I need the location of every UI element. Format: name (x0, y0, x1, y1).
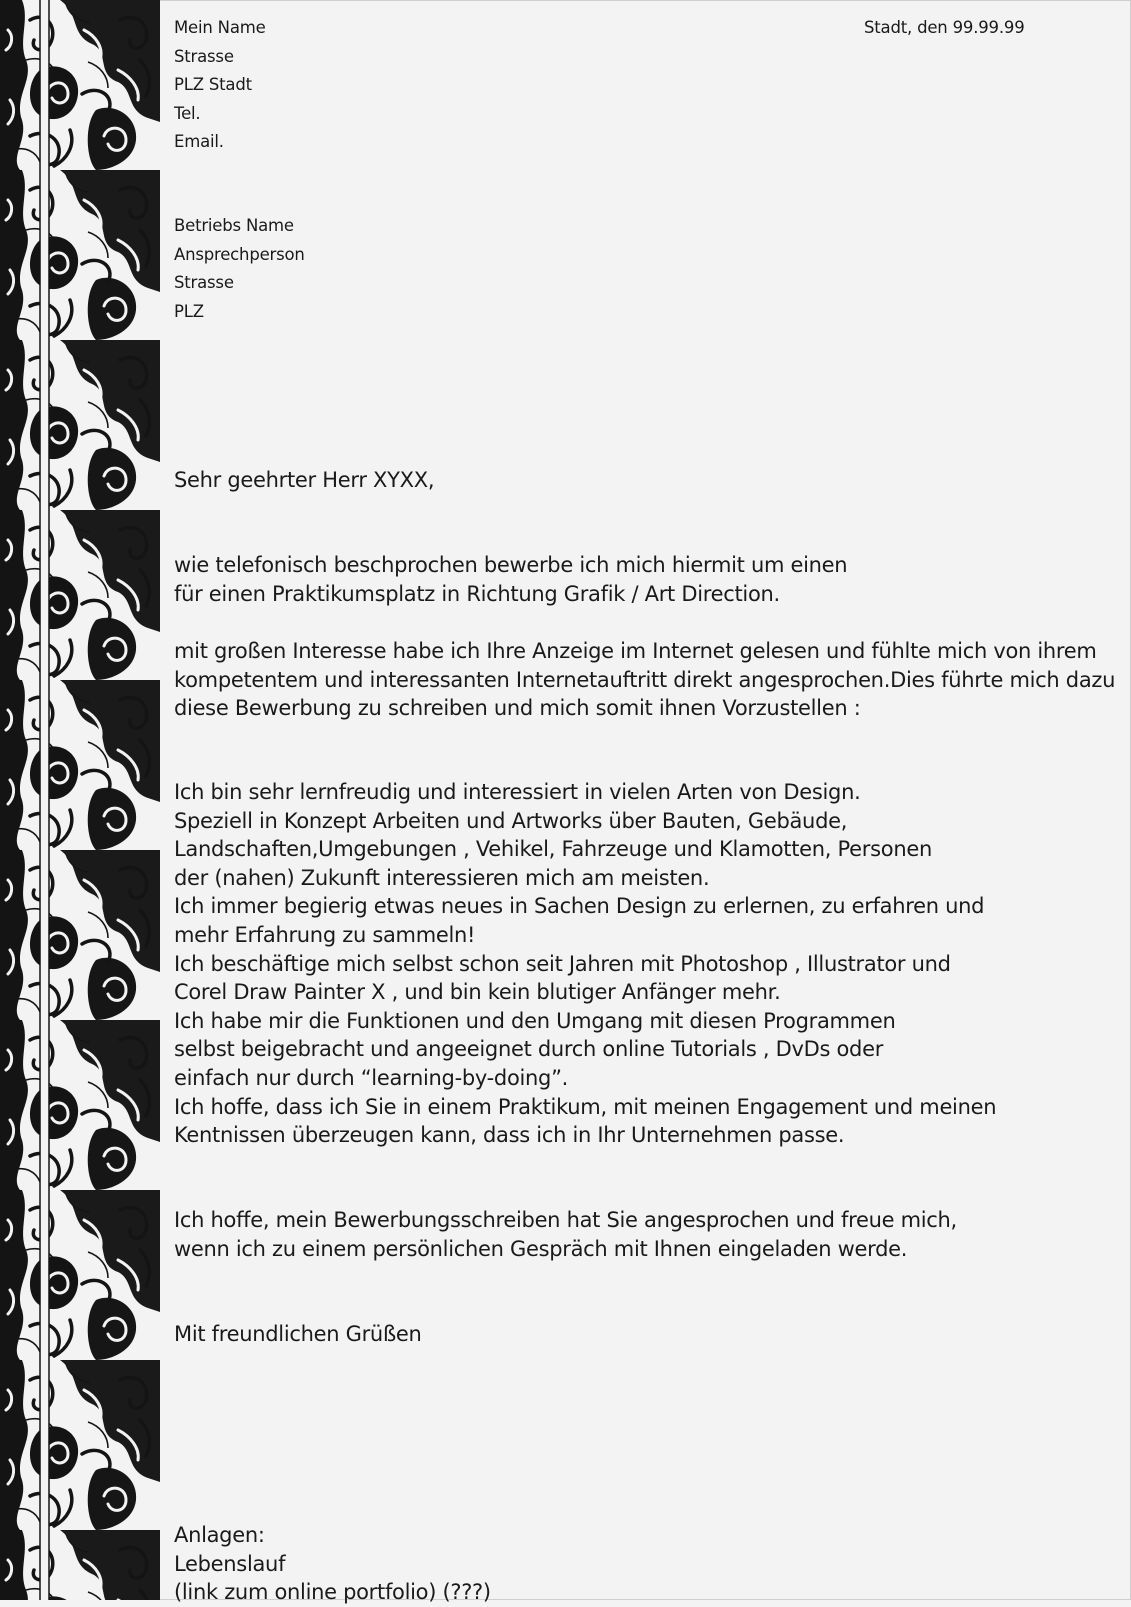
paragraph-closing (174, 1206, 957, 1263)
paragraph-line: Ich bin sehr lernfreudig und interessiert in vielen Arten von Design. (174, 780, 861, 804)
salutation: Sehr geehrter Herr XYXX, (174, 468, 435, 492)
recipient-postcode: PLZ (174, 301, 204, 321)
recipient-street: Strasse (174, 273, 234, 292)
recipient-company: Betriebs Name (174, 216, 294, 235)
paragraph-line: Ich habe mir die Funktionen und den Umgang mit diesen Programmen (174, 1008, 896, 1033)
paragraph-line: Ich beschäftige mich selbst schon seit Jahren mit Photoshop , Illustrator und (174, 951, 951, 976)
paragraph-motivation (174, 637, 1115, 723)
paragraph-line: Ich hoffe, mein Bewerbungsschreiben hat Sie angesprochen und freue mich, (174, 1208, 957, 1232)
sender-street: Strasse (174, 46, 234, 66)
sender-name: Mein Name (174, 18, 266, 37)
paragraph-line: einfach nur durch “learning-by-doing”. (174, 1065, 569, 1090)
attachment-item: Lebenslauf (174, 1551, 286, 1576)
paragraph-line: mehr Erfahrung zu sammeln! (174, 922, 476, 947)
paragraph-line: Landschaften,Umgebungen , Vehikel, Fahrzeuge und Klamotten, Personen (174, 837, 932, 862)
recipient-contact: Ansprechperson (174, 244, 305, 264)
paragraph-line: wie telefonisch beschprochen bewerbe ich mich hiermit um einen (174, 553, 848, 577)
paragraph-line: Corel Draw Painter X , und bin kein blutiger Anfänger mehr. (174, 980, 781, 1005)
paragraph-line: kompetentem und interessanten Internetauftritt direkt angesprochen.Dies führte mich dazu (174, 667, 1116, 692)
paragraph-line: Ich immer begierig etwas neues in Sachen Design zu erlernen, zu erfahren und (174, 894, 985, 919)
recipient-address (174, 212, 305, 326)
paragraph-line: für einen Praktikumsplatz in Richtung Grafik / Art Direction. (174, 581, 780, 606)
paragraph-intro (174, 551, 847, 608)
closing-greeting: Mit freundlichen Grüßen (174, 1322, 422, 1346)
paragraph-line: mit großen Interesse habe ich Ihre Anzeige im Internet gelesen und fühlte mich von ihrem (174, 639, 1097, 663)
sender-city: PLZ Stadt (174, 75, 252, 94)
sender-email: Email. (174, 132, 224, 151)
paragraph-line: selbst beigebracht und angeeignet durch online Tutorials , DvDs oder (174, 1037, 884, 1062)
attachments-heading: Anlagen: (174, 1523, 265, 1547)
letter-date: Stadt, den 99.99.99 (864, 18, 1025, 37)
paragraph-line: Kentnissen überzeugen kann, dass ich in Ihr Unternehmen passe. (174, 1123, 845, 1148)
sender-phone: Tel. (174, 103, 201, 123)
paragraph-line: Speziell in Konzept Arbeiten und Artworks über Bauten, Gebäude, (174, 808, 848, 833)
ornament-border-icon (0, 0, 160, 1600)
attachments-list (174, 1521, 491, 1607)
sender-address (174, 14, 266, 157)
paragraph-line: wenn ich zu einem persönlichen Gespräch mit Ihnen eingeladen werde. (174, 1236, 908, 1261)
paragraph-qualifications (174, 778, 996, 1150)
attachment-item: (link zum online portfolio) (???) (174, 1580, 491, 1605)
paragraph-line: diese Bewerbung zu schreiben und mich somit ihnen Vorzustellen : (174, 696, 861, 721)
paragraph-line: Ich hoffe, dass ich Sie in einem Praktikum, mit meinen Engagement und meinen (174, 1094, 997, 1119)
paragraph-line: der (nahen) Zukunft interessieren mich am meisten. (174, 865, 710, 890)
